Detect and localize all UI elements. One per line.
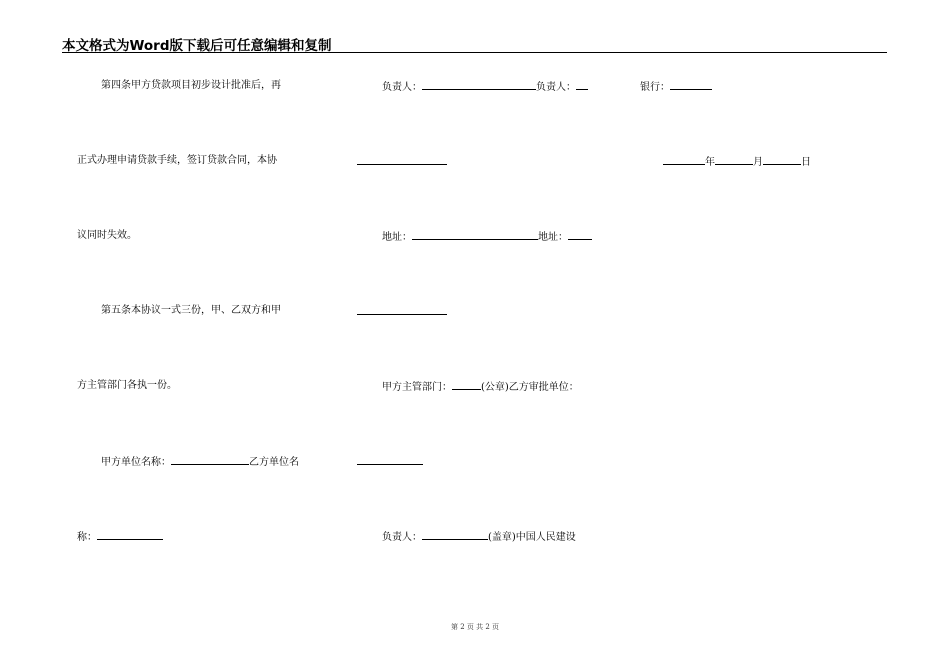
- party-b-name-label-cont: 称：: [77, 532, 97, 543]
- department-continuation-row: [357, 455, 423, 469]
- department-responsible-label: 负责人：: [382, 532, 422, 543]
- party-a-department-blank: [452, 380, 481, 390]
- party-a-address-label: 地址：: [382, 232, 412, 243]
- party-a-name-label: 甲方单位名称：: [101, 457, 171, 468]
- clause-four-line-2: 正式办理申请贷款手续，签订贷款合同，本协: [77, 155, 277, 166]
- party-b-name-blank: [97, 530, 163, 540]
- clause-five-line-2: 方主管部门各执一份。: [77, 380, 177, 391]
- bank-label: 银行：: [640, 82, 670, 93]
- page-number-footer: 第 2 页 共 2 页: [450, 623, 500, 631]
- party-a-address-blank: [412, 230, 538, 240]
- party-b-name-line: [77, 530, 163, 544]
- department-responsible-row: [382, 530, 576, 544]
- clause-four-line-1: 第四条甲方贷款项目初步设计批准后，再: [101, 80, 281, 91]
- bank-row: [640, 80, 712, 94]
- party-b-address-blank: [568, 230, 592, 240]
- date-row: [663, 155, 811, 169]
- month-label: 月: [753, 157, 763, 168]
- address-row: [382, 230, 592, 244]
- party-b-responsible-label: 负责人：: [536, 82, 576, 93]
- department-row: [382, 380, 579, 394]
- address-continuation-blank: [357, 305, 447, 315]
- party-b-name-label: 乙方单位名: [249, 457, 299, 468]
- day-label: 日: [801, 157, 811, 168]
- responsible-continuation-blank: [357, 155, 447, 165]
- document-header-title: 本文格式为Word版下载后可任意编辑和复制: [62, 38, 332, 54]
- party-b-approval-label: (公章)乙方审批单位：: [481, 382, 579, 393]
- party-b-responsible-blank: [576, 80, 588, 90]
- year-label: 年: [705, 157, 715, 168]
- month-blank: [715, 155, 753, 165]
- responsible-continuation-row: [357, 155, 447, 169]
- department-responsible-blank: [422, 530, 488, 540]
- party-a-name-line: [101, 455, 299, 469]
- party-a-responsible-blank: [422, 80, 536, 90]
- department-continuation-blank: [357, 455, 423, 465]
- clause-four-line-3: 议同时失效。: [77, 230, 137, 241]
- party-b-address-label: 地址：: [538, 232, 568, 243]
- party-a-department-label: 甲方主管部门：: [382, 382, 452, 393]
- year-blank: [663, 155, 705, 165]
- party-a-name-blank: [171, 455, 249, 465]
- bank-blank: [670, 80, 712, 90]
- clause-five-line-1: 第五条本协议一式三份，甲、乙双方和甲: [101, 305, 281, 316]
- party-a-responsible-label: 负责人：: [382, 82, 422, 93]
- responsible-person-row: [382, 80, 588, 94]
- address-continuation-row: [357, 305, 447, 319]
- seal-bank-label: (盖章)中国人民建设: [488, 532, 576, 543]
- header-divider: [62, 52, 887, 53]
- day-blank: [763, 155, 801, 165]
